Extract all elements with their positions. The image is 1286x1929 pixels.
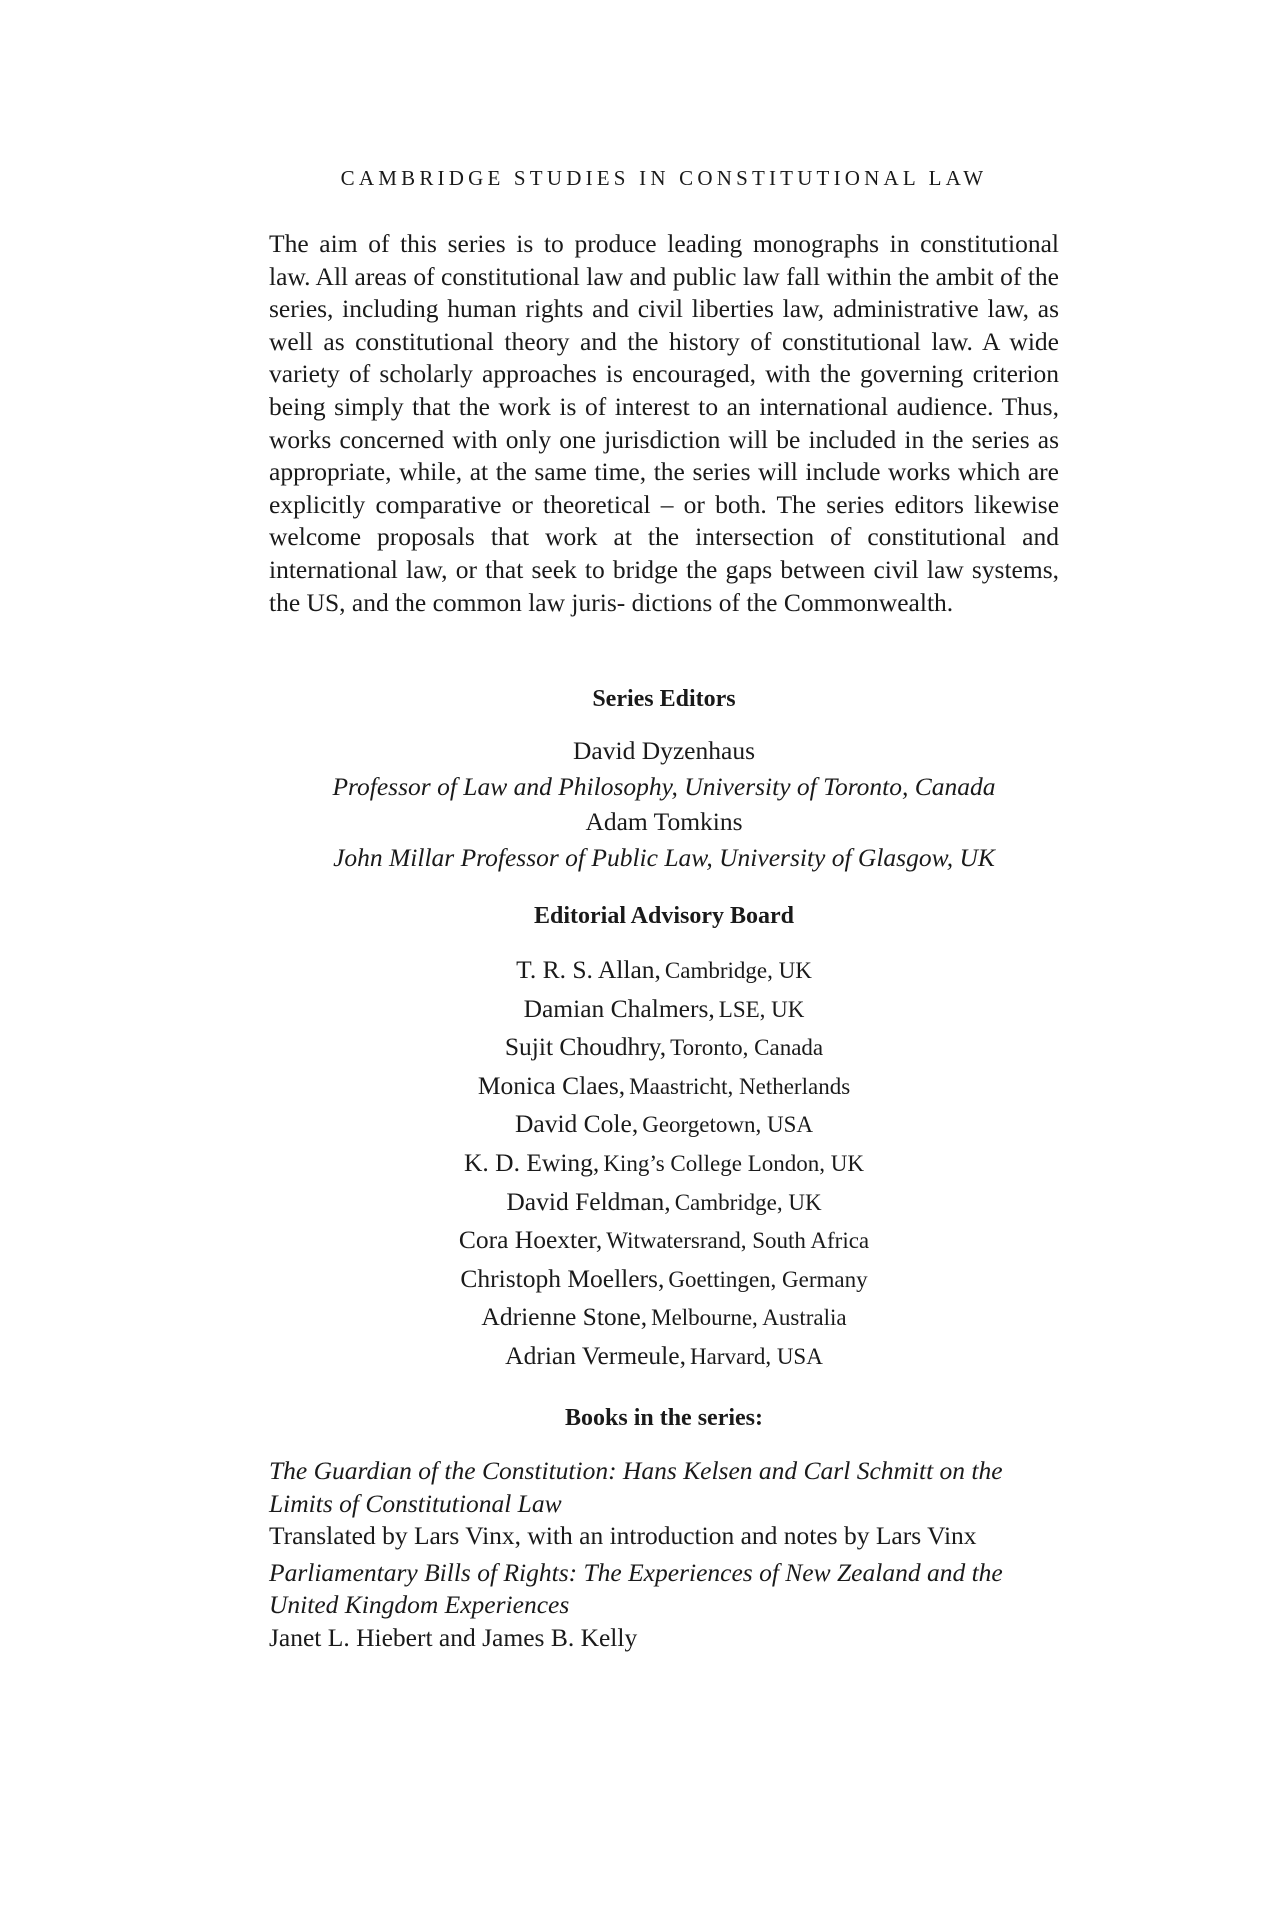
advisory-board-title: Editorial Advisory Board xyxy=(533,903,795,929)
board-member-name: Cora Hoexter, xyxy=(458,1225,603,1255)
board-member-name: David Cole, xyxy=(514,1109,639,1139)
board-member xyxy=(269,990,1059,1029)
board-member xyxy=(269,1067,1059,1106)
board-member-place: Witwatersrand, South Africa xyxy=(606,1228,870,1254)
aim-line: criterion being simply that the work is of interest to an international xyxy=(269,359,1059,421)
board-member-place: LSE, UK xyxy=(718,996,805,1022)
board-member xyxy=(269,1144,1059,1183)
aim-line: the gaps between civil law systems, the US, and the common law juris- xyxy=(269,554,1059,617)
board-member-place: King’s College London, UK xyxy=(603,1150,864,1176)
book-byline: Translated by Lars Vinx, with an introduction and notes by Lars Vinx xyxy=(269,1521,977,1550)
aim-line: audience. Thus, works concerned with only one jurisdiction will be xyxy=(269,391,1059,454)
board-member-name: Christoph Moellers, xyxy=(460,1263,665,1293)
book-title-line: Parliamentary Bills of Rights: The Experiences of New Zealand and the xyxy=(269,1557,1003,1587)
board-member-place: Cambridge, UK xyxy=(664,958,812,983)
board-member xyxy=(269,1298,1059,1337)
book-title-line: United Kingdom Experiences xyxy=(269,1590,570,1619)
aim-line: the series, including human rights and civil liberties law, administrative xyxy=(269,261,1059,324)
editor-affiliation: John Millar Professor of Public Law, University of Glasgow, UK xyxy=(333,842,995,872)
board-member-name: Monica Claes, xyxy=(477,1070,626,1100)
board-member xyxy=(269,1337,1059,1376)
editor-affiliation: Professor of Law and Philosophy, University of Toronto, Canada xyxy=(332,771,996,801)
board-member-name: K. D. Ewing, xyxy=(464,1147,600,1177)
board-member-place: Georgetown, USA xyxy=(642,1112,814,1138)
series-editors-title: Series Editors xyxy=(592,686,736,712)
board-member xyxy=(269,951,1059,990)
editor-name: David Dyzenhaus xyxy=(573,736,755,765)
board-member-place: Harvard, USA xyxy=(689,1343,823,1369)
board-member-name: Adrian Vermeule, xyxy=(505,1340,686,1370)
book-byline: Janet L. Hiebert and James B. Kelly xyxy=(269,1622,638,1652)
books-list xyxy=(269,1455,1059,1654)
aim-line: law, as well as constitutional theory and the history of constitutional law. xyxy=(269,294,1060,356)
board-member xyxy=(269,1183,1059,1222)
book-entry xyxy=(269,1455,1059,1553)
board-member xyxy=(269,1221,1059,1260)
aim-line: A wide variety of scholarly approaches is encouraged, with the governing xyxy=(269,326,1059,389)
board-member-place: Maastricht, Netherlands xyxy=(629,1073,851,1099)
board-member xyxy=(269,1260,1059,1299)
aim-line: dictions of the Commonwealth. xyxy=(631,587,954,617)
book-title-line: The Guardian of the Constitution: Hans Kelsen and Carl Schmitt on the xyxy=(269,1456,1003,1485)
editor-name: Adam Tomkins xyxy=(585,807,743,836)
book-title-line: Limits of Constitutional Law xyxy=(269,1488,562,1518)
aim-line: intersection of constitutional and international law, or that seek to bridge xyxy=(269,522,1060,584)
board-member-name: Sujit Choudhry, xyxy=(504,1032,667,1062)
book-entry xyxy=(269,1557,1059,1655)
board-member xyxy=(269,1105,1059,1144)
board-member xyxy=(269,1028,1059,1067)
aim-line: law. All areas of constitutional law and public law fall within the ambit of xyxy=(269,261,1022,291)
board-member-place: Melbourne, Australia xyxy=(651,1305,847,1331)
advisory-board-list xyxy=(269,951,1059,1376)
aim-line: included in the series as appropriate, while, at the same time, the series xyxy=(269,424,1060,487)
series-heading: CAMBRIDGE STUDIES IN CONSTITUTIONAL LAW xyxy=(340,166,988,190)
board-member-place: Toronto, Canada xyxy=(670,1035,824,1061)
aim-line: The aim of this series is to produce leading monographs in constitutional xyxy=(269,229,1059,258)
board-member-name: Adrienne Stone, xyxy=(481,1302,648,1332)
board-member-name: T. R. S. Allan, xyxy=(516,955,661,984)
board-member-place: Cambridge, UK xyxy=(674,1189,822,1215)
aim-line: both. The series editors likewise welcome proposals that work at the xyxy=(269,489,1060,552)
board-member-place: Goettingen, Germany xyxy=(668,1266,868,1292)
aim-line: will include works which are explicitly comparative or theoretical – or xyxy=(269,457,1059,519)
books-in-series-title: Books in the series: xyxy=(565,1405,763,1431)
board-member-name: David Feldman, xyxy=(506,1186,671,1216)
series-editors-list xyxy=(269,733,1059,875)
board-member-name: Damian Chalmers, xyxy=(523,993,715,1023)
series-aim-paragraph xyxy=(269,228,1059,619)
